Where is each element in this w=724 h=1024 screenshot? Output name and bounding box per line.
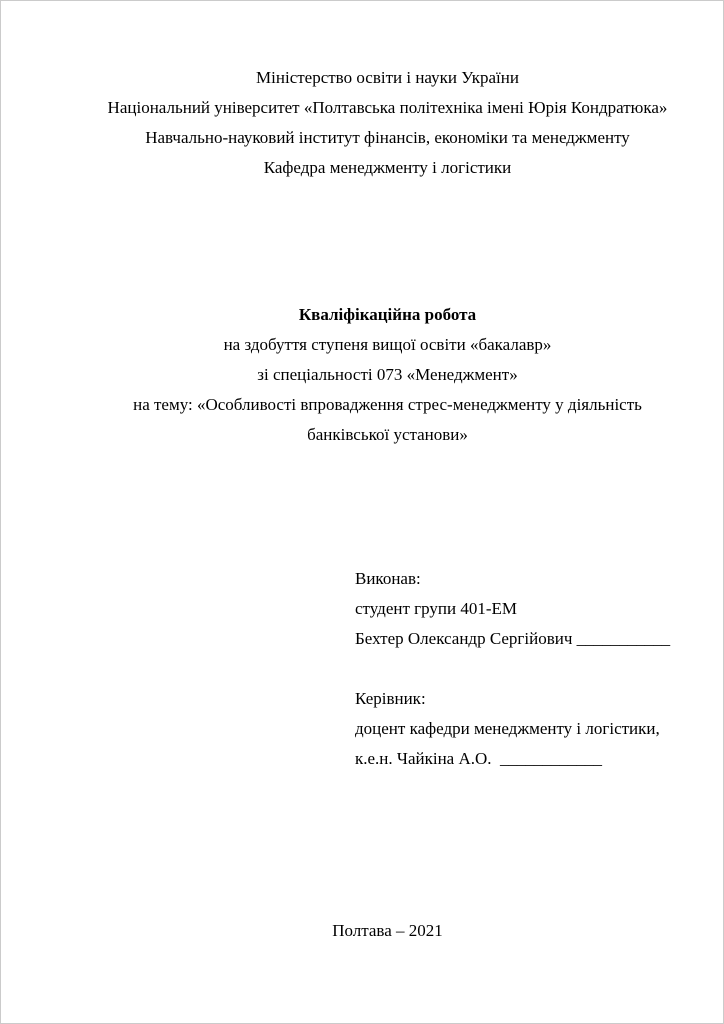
degree-line: на здобуття ступеня вищої освіти «бакалавр» — [223, 335, 552, 354]
page-content — [1, 1, 723, 1023]
city-year-line: Полтава – 2021 — [332, 921, 443, 940]
university-header — [101, 63, 674, 183]
university-line: Національний університет «Полтавська політехніка імені Юрія Кондратюка» — [107, 98, 668, 117]
spacer — [101, 774, 674, 916]
blank-line — [355, 654, 674, 684]
ministry-line: Міністерство освіти і науки України — [256, 68, 519, 87]
institute-line: Навчально-науковий інститут фінансів, економіки та менеджменту — [145, 128, 630, 147]
supervisor-name-signature-line: к.е.н. Чайкіна А.О. ____________ — [355, 749, 603, 768]
signature-block — [355, 564, 674, 774]
thesis-title-block — [101, 300, 674, 450]
supervisor-label: Керівник: — [355, 689, 426, 708]
executor-group-line: студент групи 401-ЕМ — [355, 599, 518, 618]
department-line: Кафедра менеджменту і логістики — [263, 158, 512, 177]
executor-name-signature-line: Бехтер Олександр Сергійович ___________ — [355, 629, 671, 648]
work-type-title: Кваліфікаційна робота — [298, 305, 477, 324]
topic-line-2: банківської установи» — [307, 425, 468, 444]
topic-line-1: на тему: «Особливості впровадження стрес-менеджменту у діяльність — [133, 395, 642, 414]
spacer — [101, 183, 674, 300]
spacer — [101, 450, 674, 564]
supervisor-position-line: доцент кафедри менеджменту і логістики, — [355, 719, 660, 738]
specialty-line: зі спеціальності 073 «Менеджмент» — [257, 365, 518, 384]
executor-label: Виконав: — [355, 569, 421, 588]
